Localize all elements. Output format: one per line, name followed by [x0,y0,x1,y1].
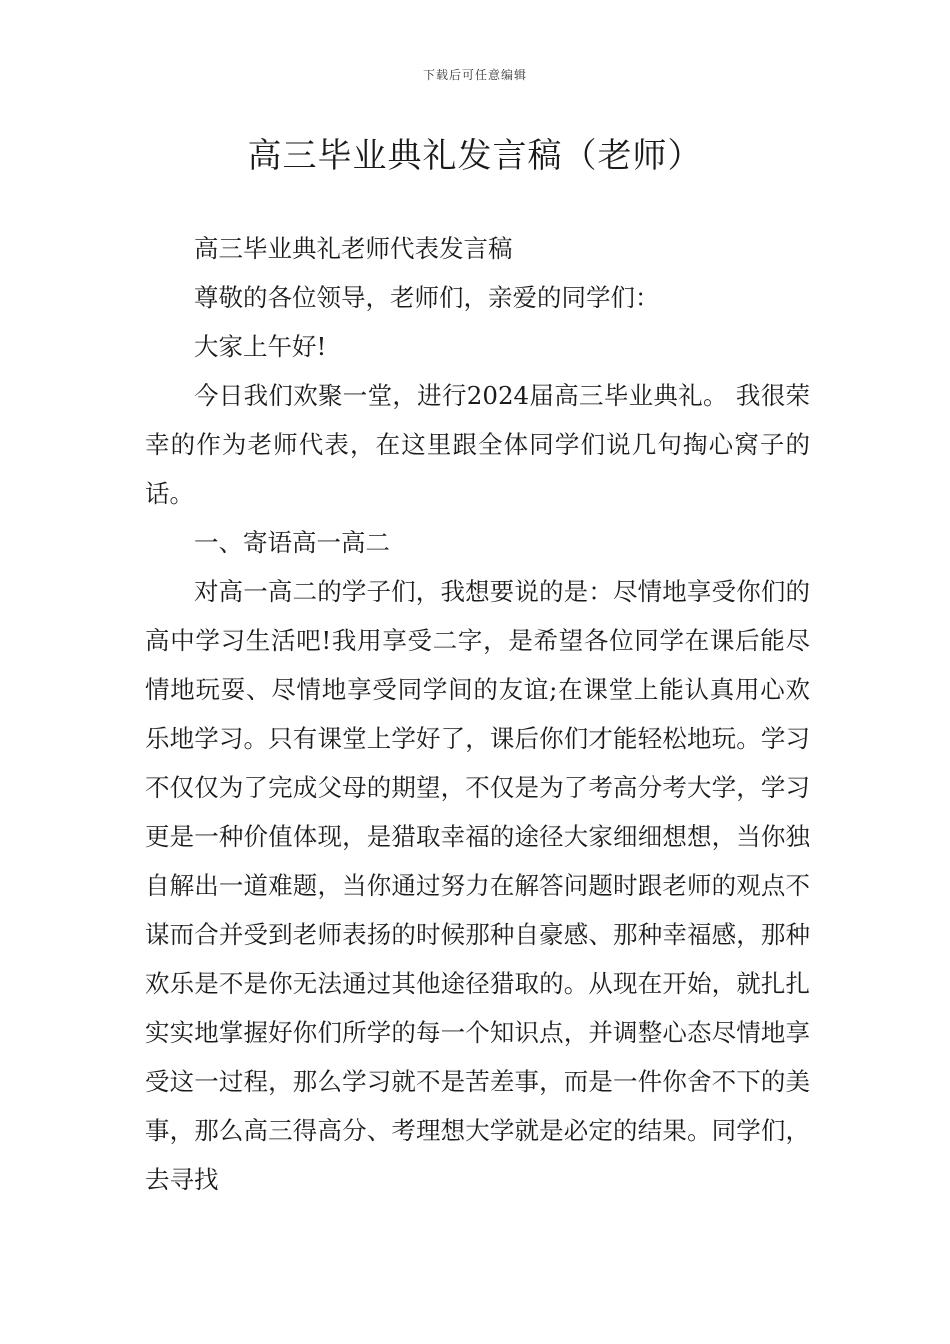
paragraph-intro: 今日我们欢聚一堂，进行2024届高三毕业典礼。 我很荣幸的作为老师代表，在这里跟全体同学们说几句掏心窝子的话。 [145,381,810,508]
document-title: 高三毕业典礼发言稿（老师） [247,136,703,176]
section-heading: 一、寄语高一高二 [194,528,390,557]
paragraph-salutation: 尊敬的各位领导，老师们，亲爱的同学们： [194,283,660,312]
paragraph-body: 对高一高二的学子们，我想要说的是：尽情地享受你们的高中学习生活吧!我用享受二字，是希望各位同学在课后能尽情地玩耍、尽情地享受同学间的友谊;在课堂上能认真用心欢乐地学习。只有课堂上学好了，课后你们才能轻松地玩。学习不仅仅为了完成父母的期望，不仅是为了考高分考大学，学习更是一种价值体现，是猎取幸福的途径大家细细想想，当你独自解出一道难题，当你通过努力在解答问题时跟老师的观点不谋而合并受到老师表扬的时候那种自豪感、那种幸福感，那种欢乐是不是你无法通过其他途径猎取的。从现在开始，就扎扎实实地掌握好你们所学的每一个知识点，并调整心态尽情地享受这一过程，那么学习就不是苦差事，而是一件你舍不下的美事，那么高三得高分、考理想大学就是必定的结果。同学们，去寻找 [145,577,810,1194]
paragraph-subtitle: 高三毕业典礼老师代表发言稿 [194,234,513,263]
paragraph-greeting: 大家上午好! [194,332,327,361]
document-body [145,224,810,1204]
header-note: 下载后可任意编辑 [422,68,527,82]
